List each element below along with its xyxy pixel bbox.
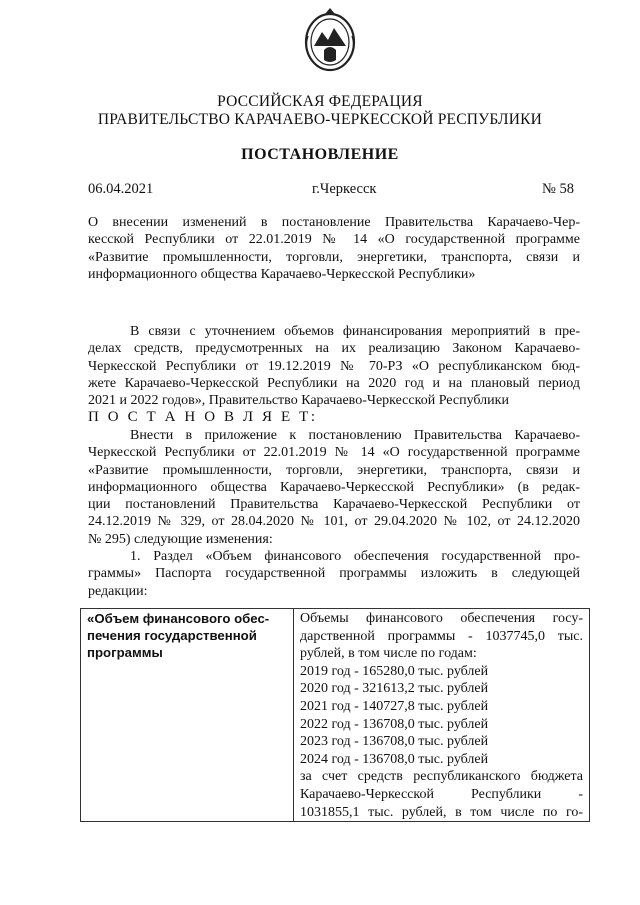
table-row (81, 609, 590, 822)
body-line: № 295) следующие изменения: (88, 531, 273, 547)
funding-line: дарственной программы - 1037745,0 тыс. (300, 628, 583, 644)
document-date: 06.04.2021 (88, 181, 154, 197)
body-paragraph (88, 427, 580, 548)
preamble-line: жете Карачаево-Черкесской Республики на 2020 год и на плановый период (88, 375, 580, 391)
body-line: 24.12.2019 № 329, от 28.04.2020 № 101, от 29.04.2020 № 102, от 24.12.2020 (88, 514, 580, 530)
item1-paragraph (88, 548, 580, 600)
subject-line: «Развитие промышленности, торговли, энергетики, транспорта, связи и (88, 249, 580, 265)
header-government: ПРАВИТЕЛЬСТВО КАРАЧАЕВО-ЧЕРКЕССКОЙ РЕСПУБЛИКИ (97, 111, 543, 128)
funding-line: Объемы финансового обеспечения госу- (300, 611, 583, 626)
funding-line: 2024 год - 136708,0 тыс. рублей (300, 751, 489, 767)
coat-of-arms-icon (302, 6, 358, 74)
funding-label-line: «Объем финансового обес- (87, 611, 270, 626)
subject-paragraph (88, 214, 580, 283)
preamble-line: Черкесской Республики от 19.12.2019 № 70-РЗ «О республиканском бюд- (88, 358, 580, 374)
item1-line: редакции: (88, 583, 148, 599)
funding-line: 2023 год - 136708,0 тыс. рублей (300, 734, 489, 750)
funding-details-cell (294, 609, 590, 822)
funding-line: 2022 год - 136708,0 тыс. рублей (300, 716, 489, 732)
document-city: г.Черкесск (312, 181, 377, 197)
header-country: РОССИЙСКАЯ ФЕДЕРАЦИЯ (217, 93, 423, 110)
funding-line: Карачаево-Черкесской Республики - (300, 786, 583, 802)
body-line: информационного общества Карачаево-Черкесской Республики» (в редак- (88, 479, 580, 495)
preamble-line: В связи с уточнением объемов финансирования мероприятий в пре- (130, 324, 580, 339)
decree-word: П О С Т А Н О В Л Я Е Т: (88, 409, 318, 426)
subject-line: О внесении изменений в постановление Правительства Карачаево-Чер- (88, 215, 580, 230)
funding-line: рублей, в том числе по годам: (300, 646, 477, 662)
funding-line: 2020 год - 321613,2 тыс. рублей (300, 681, 489, 697)
subject-line: кесской Республики от 22.01.2019 № 14 «О государственной программе (88, 232, 580, 248)
body-line: Внести в приложение к постановлению Правительства Карачаево- (130, 428, 580, 443)
item1-line: 1. Раздел «Объем финансового обеспечения государственной про- (130, 549, 580, 564)
document-number: № 58 (542, 181, 574, 197)
body-line: ции постановлений Правительства Карачаево-Черкесской Республики от (88, 497, 580, 513)
preamble-line: делах средств, предусмотренных на их реализацию Законом Карачаево- (88, 341, 580, 357)
funding-line: за счет средств республиканского бюджета (300, 769, 583, 785)
funding-label-line: печения государственной (87, 628, 257, 643)
body-line: «Развитие промышленности, торговли, энергетики, транспорта, связи и (88, 462, 580, 478)
funding-line: 2019 год - 165280,0 тыс. рублей (300, 663, 489, 679)
body-line: Черкесской Республики от 22.01.2019 № 14 «О государственной программе (88, 445, 580, 461)
preamble-line: 2021 и 2022 годов», Правительство Карачаево-Черкесской Республики (88, 393, 509, 409)
funding-line: 1031855,1 тыс. рублей, в том числе по го- (300, 804, 583, 820)
subject-line: информационного общества Карачаево-Черкесской Республики» (88, 266, 476, 282)
preamble-paragraph (88, 323, 580, 427)
passport-table (80, 608, 590, 822)
document-type-title: ПОСТАНОВЛЕНИЕ (241, 146, 399, 163)
item1-line: граммы» Паспорта государственной программы изложить в следующей (88, 566, 580, 582)
funding-label-cell (81, 609, 294, 822)
funding-line: 2021 год - 140727,8 тыс. рублей (300, 698, 489, 714)
funding-label-line: программы (87, 645, 163, 660)
